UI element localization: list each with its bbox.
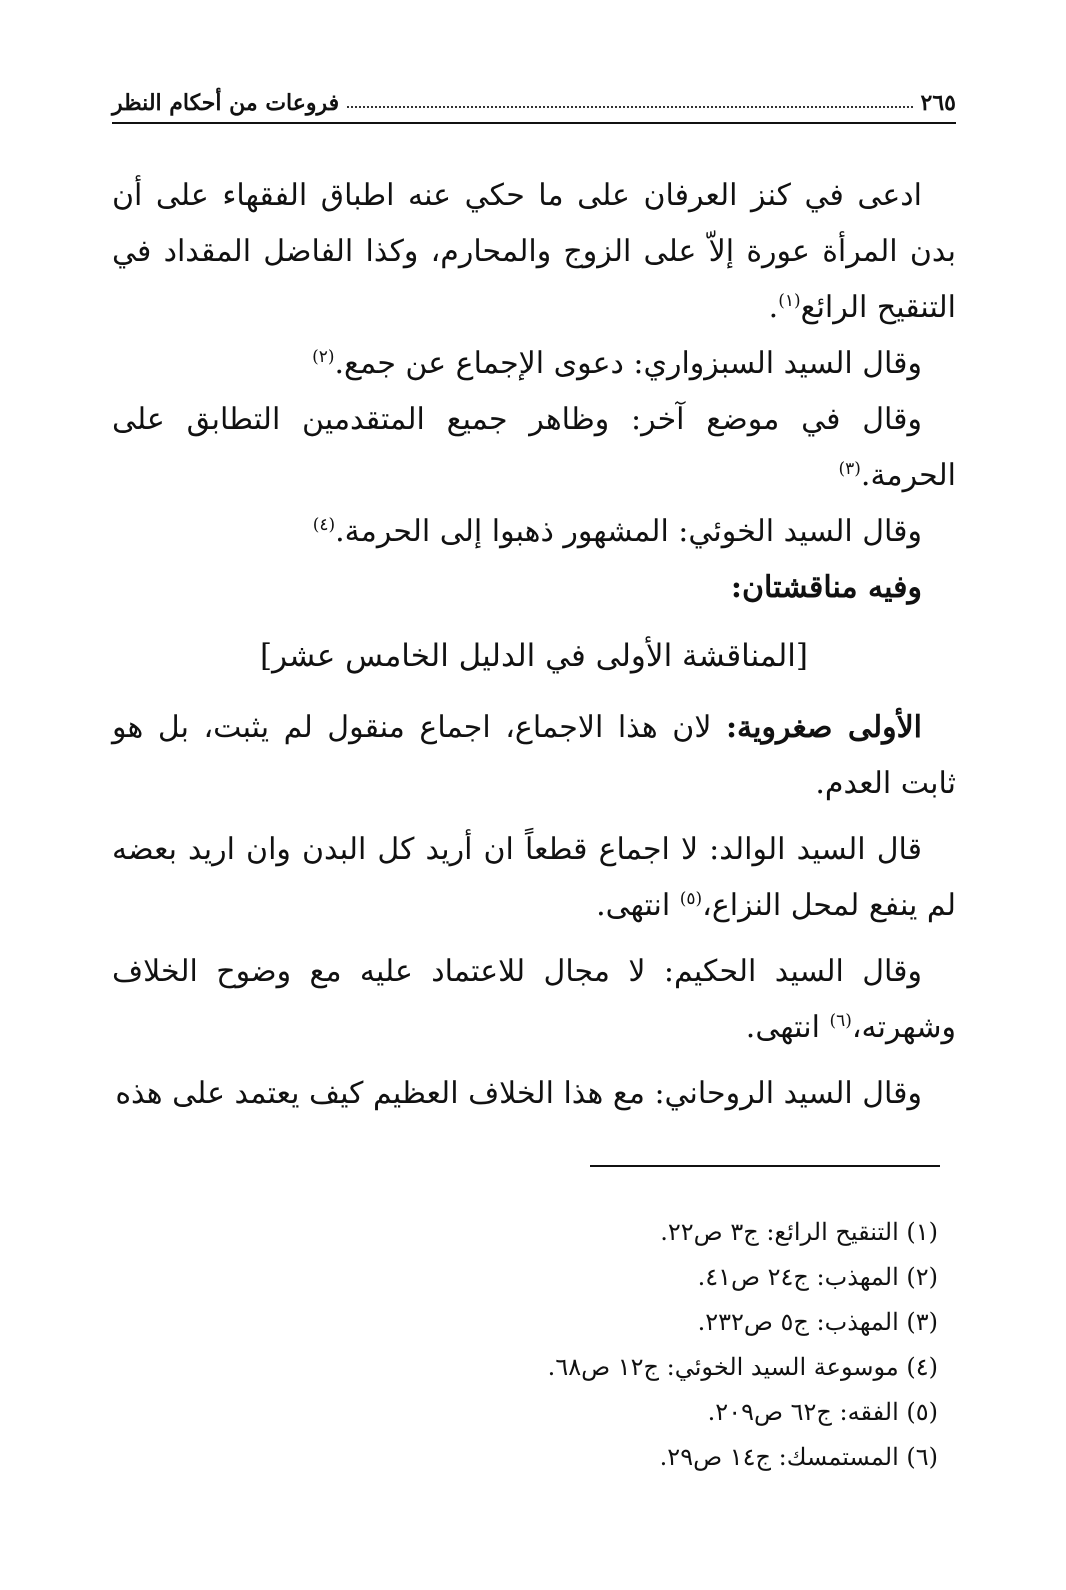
footnote-3: (٣) المهذب: ج٥ ص٢٣٢. — [697, 1308, 938, 1336]
paragraph-6-lead: الأولى صغروية: — [725, 710, 923, 745]
footnote-ref-6[interactable]: (٦) — [829, 1011, 852, 1031]
footnote-ref-2[interactable]: (٢) — [312, 347, 335, 367]
section-heading: [المناقشة الأولى في الدليل الخامس عشر] — [259, 638, 809, 674]
paragraph-9: وقال السيد الروحاني: مع هذا الخلاف العظيم كيف يعتمد على هذه — [115, 1076, 922, 1111]
paragraph-3: وقال في موضع آخر: وظاهر جميع المتقدمين التطابق على الحرمة.$^{(٣)}$ — [112, 402, 956, 493]
paragraph-7: قال السيد الوالد: لا اجماع قطعاً ان أريد كل البدن وان اريد بعضه لم ينفع لمحل النزاع،$^{(٥)}$ انتهى. — [112, 832, 956, 923]
footnotes — [338, 1210, 938, 1480]
paragraph-2: وقال السيد السبزواري: دعوى الإجماع عن جمع.$^{(٢)}$ — [312, 346, 922, 381]
page-number: ٢٦٥ — [920, 90, 956, 116]
header-dot-leader — [347, 106, 912, 108]
footnote-1: (١) التنقيح الرائع: ج٣ ص٢٢. — [660, 1218, 938, 1246]
main-text — [112, 168, 956, 1122]
footnote-ref-5[interactable]: (٥) — [679, 889, 703, 909]
paragraph-4: وقال السيد الخوئي: المشهور ذهبوا إلى الحرمة.$^{(٤)}$ — [312, 514, 922, 549]
footnote-2: (٢) المهذب: ج٢٤ ص٤١. — [697, 1263, 938, 1291]
paragraph-1: ادعى في كنز العرفان على ما حكي عنه اطباق الفقهاء على أن بدن المرأة عورة إلاّ على الزوج والمحارم، وكذا الفاضل المقداد في التنقيح الرائع$^{(١)}$. — [112, 178, 956, 325]
paragraph-8: وقال السيد الحكيم: لا مجال للاعتماد عليه مع وضوح الخلاف وشهرته،$^{(٦)}$ انتهى. — [112, 954, 956, 1045]
paragraph-6: الأولى صغروية: لان هذا الاجماع، اجماع منقول لم يثبت، بل هو ثابت العدم. — [112, 710, 956, 801]
footnote-6: (٦) المستمسك: ج١٤ ص٢٩. — [659, 1443, 938, 1471]
footnote-ref-4[interactable]: (٤) — [312, 515, 336, 535]
footnote-separator — [590, 1165, 940, 1167]
paragraph-5: وفيه مناقشتان: — [730, 570, 922, 605]
page-header — [112, 80, 956, 124]
footnote-4: (٤) موسوعة السيد الخوئي: ج١٢ ص٦٨. — [547, 1353, 938, 1381]
footnote-5: (٥) الفقه: ج٦٢ ص٢٠٩. — [707, 1398, 938, 1426]
footnote-ref-1[interactable]: (١) — [778, 291, 801, 311]
running-title: فروعات من أحكام النظر — [112, 90, 340, 116]
footnote-ref-3[interactable]: (٣) — [838, 459, 861, 479]
